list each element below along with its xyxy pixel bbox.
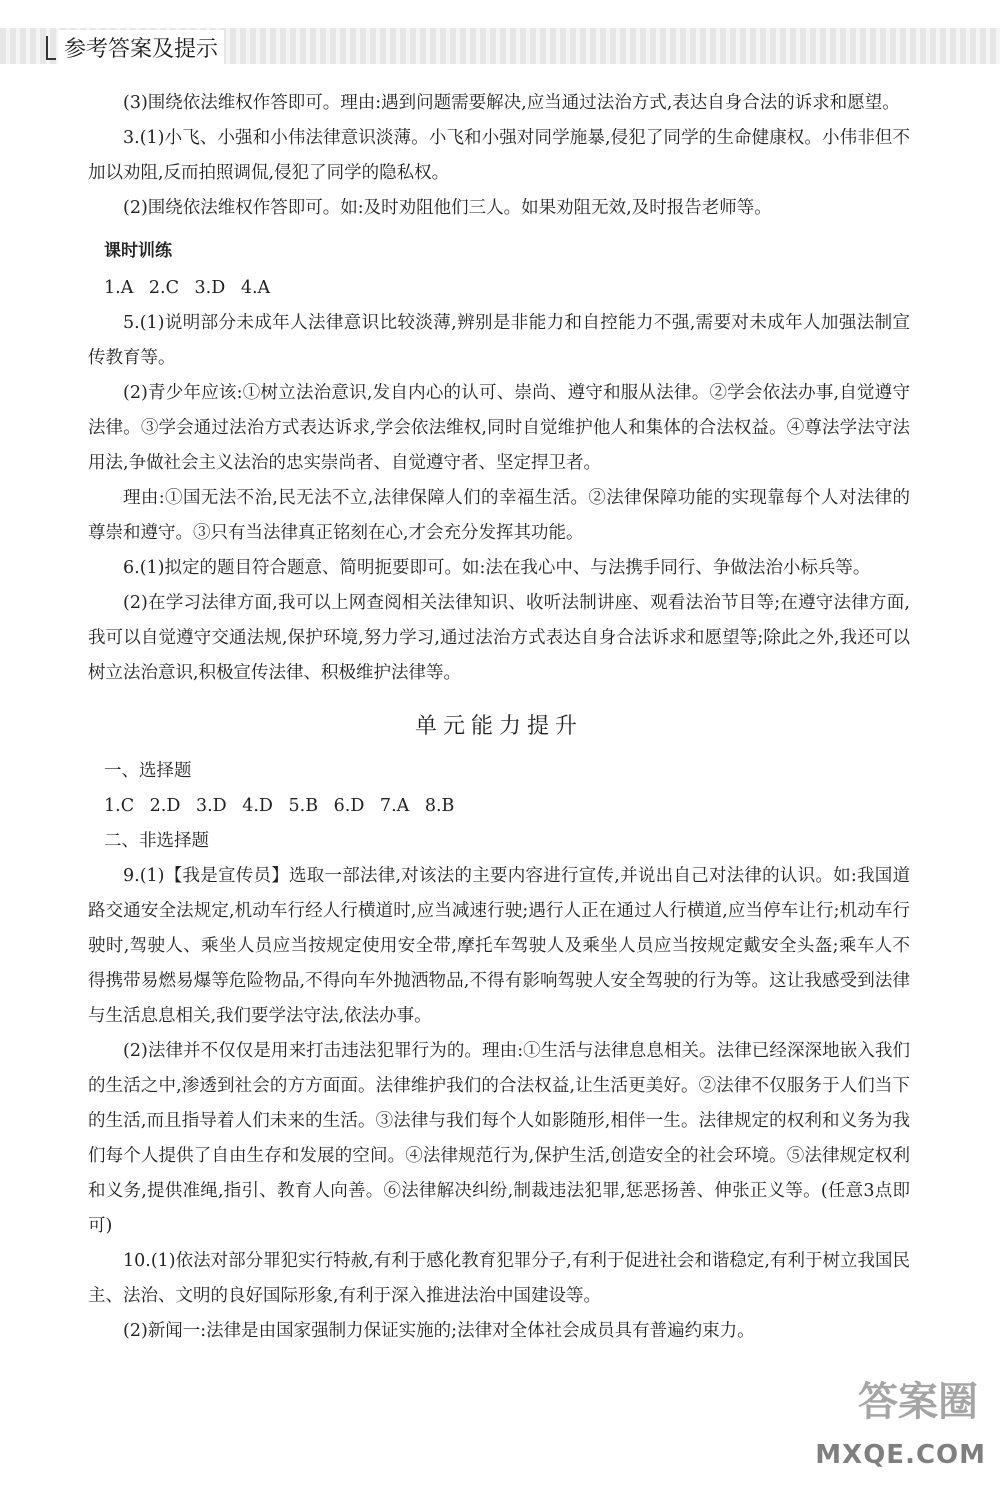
nonchoice-section-label: 二、非选择题 (104, 831, 209, 851)
answer-paragraph-5-2: (2)青少年应该:①树立法治意识,发自内心的认可、崇尚、遵守和服从法律。②学会依法办事,自觉遵守法律。③学会通过法治方式表达诉求,学会依法维权,同时自觉维护他人和集体的合法权益。④尊法学法守法用法,争做社会主义法治的忠实崇尚者、自觉遵守者、坚定捍卫者。 (88, 383, 910, 473)
answer-paragraph-3-2: (2)围绕依法维权作答即可。如:及时劝阻他们三人。如果劝阻无效,及时报告老师等。 (123, 198, 772, 218)
watermark-site-text: MXQE.COM (815, 1440, 986, 1470)
training-heading: 课时训练 (104, 241, 172, 261)
answer-paragraph-9-1: 9.(1)【我是宣传员】选取一部法律,对该法的主要内容进行宣传,并说出自己对法律的认识。如:我国道路交通安全法规定,机动车行经人行横道时,应当减速行驶;遇行人正在通过人行横道,应当停车让行;机动车行驶时,驾驶人、乘坐人员应当按规定使用安全带,摩托车驾驶人及乘坐人员应当按规定戴安全头盔;乘车人不得携带易燃易爆等危险物品,不得向车外抛洒物品,不得有影响驾驶人安全驾驶的行为等。这让我感受到法律与生活息息相关,我们要学法守法,依法办事。 (88, 866, 910, 1026)
page-header-title (58, 30, 224, 65)
header-bracket-decoration (46, 36, 56, 60)
answer-paragraph-3-1: 3.(1)小飞、小强和小伟法律意识淡薄。小飞和小强对同学施暴,侵犯了同学的生命健康权。小伟非但不加以劝阻,反而拍照调侃,侵犯了同学的隐私权。 (88, 128, 910, 183)
header-title-text: 参考答案及提示 (64, 37, 219, 62)
site-watermark (815, 1370, 986, 1470)
answer-paragraph-6-2: (2)在学习法律方面,我可以上网查阅相关法律知识、收听法制讲座、观看法治节目等;在遵守法律方面,我可以自觉遵守交通法规,保护环境,努力学习,通过法治方式表达自身合法诉求和愿望等;除此之外,我还可以树立法治意识,积极宣传法律、积极维护法律等。 (88, 593, 910, 683)
training-choice-answers: 1.A 2.C 3.D 4.A (104, 278, 271, 298)
choice-section-label: 一、选择题 (104, 761, 192, 781)
answer-paragraph-10-2: (2)新闻一:法律是由国家强制力保证实施的;法律对全体社会成员具有普遍约束力。 (123, 1321, 755, 1341)
answer-paragraph-9-2: (2)法律并不仅仅是用来打击违法犯罪行为的。理由:①生活与法律息息相关。法律已经深深地嵌入我们的生活之中,渗透到社会的方方面面。法律维护我们的合法权益,让生活更美好。②法律不仅服务于人们当下的生活,而且指导着人们未来的生活。③法律与我们每个人如影随形,相伴一生。法律规定的权利和义务为我们每个人提供了自由生存和发展的空间。④法律规范行为,保护生活,创造安全的社会环境。⑤法律规定权利和义务,提供准绳,指引、教育人向善。⑥法律解决纠纷,制裁违法犯罪,惩恶扬善、伸张正义等。(任意3点即可) (88, 1041, 910, 1236)
answer-paragraph-2-3: (3)围绕依法维权作答即可。理由:遇到问题需要解决,应当通过法治方式,表达自身合法的诉求和愿望。 (123, 93, 900, 113)
unit-section-title: 单元能力提升 (414, 714, 583, 739)
watermark-logo: 答案圈 (858, 1379, 978, 1425)
answer-content (88, 86, 910, 1349)
choice-section-answers: 1.C 2.D 3.D 4.D 5.B 6.D 7.A 8.B (104, 796, 455, 816)
answer-paragraph-5-1: 5.(1)说明部分未成年人法律意识比较淡薄,辨别是非能力和自控能力不强,需要对未成年人加强法制宣传教育等。 (88, 313, 910, 368)
answer-paragraph-5-reason: 理由:①国无法不治,民无法不立,法律保障人们的幸福生活。②法律保障功能的实现靠每个人对法律的尊崇和遵守。③只有当法律真正铭刻在心,才会充分发挥其功能。 (88, 488, 910, 543)
answer-paragraph-6-1: 6.(1)拟定的题目符合题意、简明扼要即可。如:法在我心中、与法携手同行、争做法治小标兵等。 (123, 558, 871, 578)
answer-paragraph-10-1: 10.(1)依法对部分罪犯实行特赦,有利于感化教育犯罪分子,有利于促进社会和谐稳定,有利于树立我国民主、法治、文明的良好国际形象,有利于深入推进法治中国建设等。 (88, 1251, 910, 1306)
